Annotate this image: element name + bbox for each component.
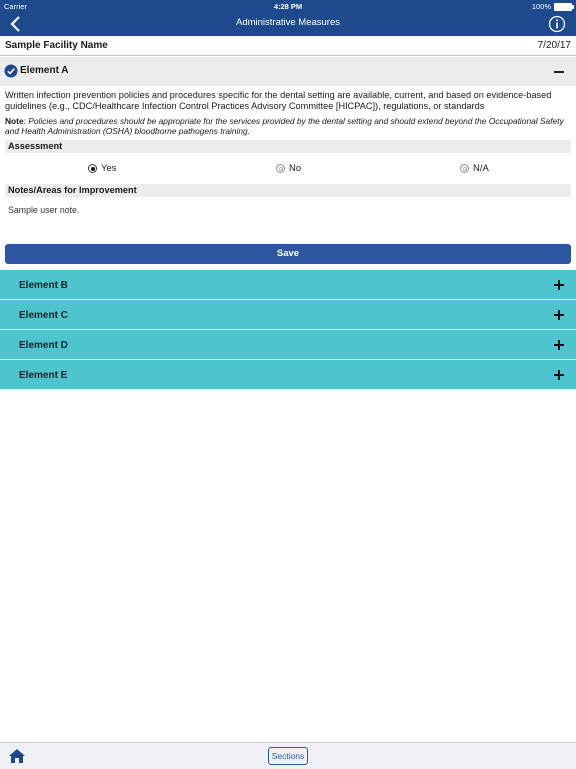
expand-icon[interactable]	[554, 370, 564, 380]
status-time: 4:28 PM	[273, 2, 303, 11]
notes-header	[5, 184, 571, 197]
element-c-label: Element C	[19, 310, 68, 321]
note-text: Policies and procedures should be appropriate for the services provided by the dental setting and should extend beyond the Occupational Safety and Health Administration (OSHA) bloodborne pathogens training.	[5, 116, 564, 137]
battery-percent: 100%	[531, 2, 551, 11]
expand-icon[interactable]	[554, 310, 564, 320]
info-icon[interactable]	[548, 15, 566, 33]
battery-indicator	[532, 2, 572, 11]
element-description: Written infection prevention policies and procedures specific for the dental setting are available, current, and based on evidence-based guidelines (e.g., CDC/Healthcare Infection Control Practices Advisory Committee [HICPAC]), regulations, or standards	[5, 90, 552, 112]
radio-yes[interactable]	[88, 163, 117, 174]
top-bar	[0, 0, 576, 36]
facility-header	[0, 36, 576, 56]
notes-input[interactable]: Sample user note.	[8, 205, 80, 215]
assessment-label: Assessment	[8, 141, 63, 151]
radio-no[interactable]	[276, 163, 301, 174]
expand-icon[interactable]	[554, 340, 564, 350]
radio-unselected-icon	[276, 164, 285, 173]
element-e-label: Element E	[19, 370, 68, 381]
sections-button[interactable]: Sections	[268, 747, 308, 765]
check-circle-icon	[4, 64, 18, 78]
radio-no-label: No	[289, 163, 302, 174]
bottom-toolbar	[0, 742, 576, 769]
element-d-label: Element D	[19, 340, 68, 351]
radio-selected-icon	[88, 164, 97, 173]
carrier-label: Carrier	[4, 2, 27, 11]
home-icon[interactable]	[8, 748, 26, 764]
radio-na-label: N/A	[473, 163, 489, 174]
element-d-row[interactable]	[0, 330, 576, 360]
save-button[interactable]: Save	[5, 244, 571, 264]
navigation-bar	[0, 12, 576, 36]
radio-unselected-icon	[460, 164, 469, 173]
page-title: Administrative Measures	[235, 17, 340, 28]
notes-label: Notes/Areas for Improvement	[8, 185, 137, 195]
element-c-row[interactable]	[0, 300, 576, 330]
expand-icon[interactable]	[554, 280, 564, 290]
facility-date: 7/20/17	[537, 40, 571, 51]
collapse-icon[interactable]	[554, 71, 564, 73]
note-label: Note	[5, 116, 24, 126]
element-a-header[interactable]	[0, 57, 576, 86]
facility-name: Sample Facility Name	[5, 40, 108, 51]
radio-yes-label: Yes	[101, 163, 117, 174]
element-a-label: Element A	[20, 65, 69, 76]
radio-na[interactable]	[460, 163, 489, 174]
assessment-header	[5, 140, 571, 153]
element-b-label: Element B	[19, 280, 68, 291]
status-bar	[0, 0, 576, 12]
element-b-row[interactable]	[0, 270, 576, 300]
battery-icon	[554, 3, 572, 11]
element-e-row[interactable]	[0, 360, 576, 390]
element-note: Note: Policies and procedures should be appropriate for the services provided by the dental setting and should extend beyond the Occupational Safety and Health Administration (OSHA) bloodborne pathogens training.	[5, 116, 564, 137]
